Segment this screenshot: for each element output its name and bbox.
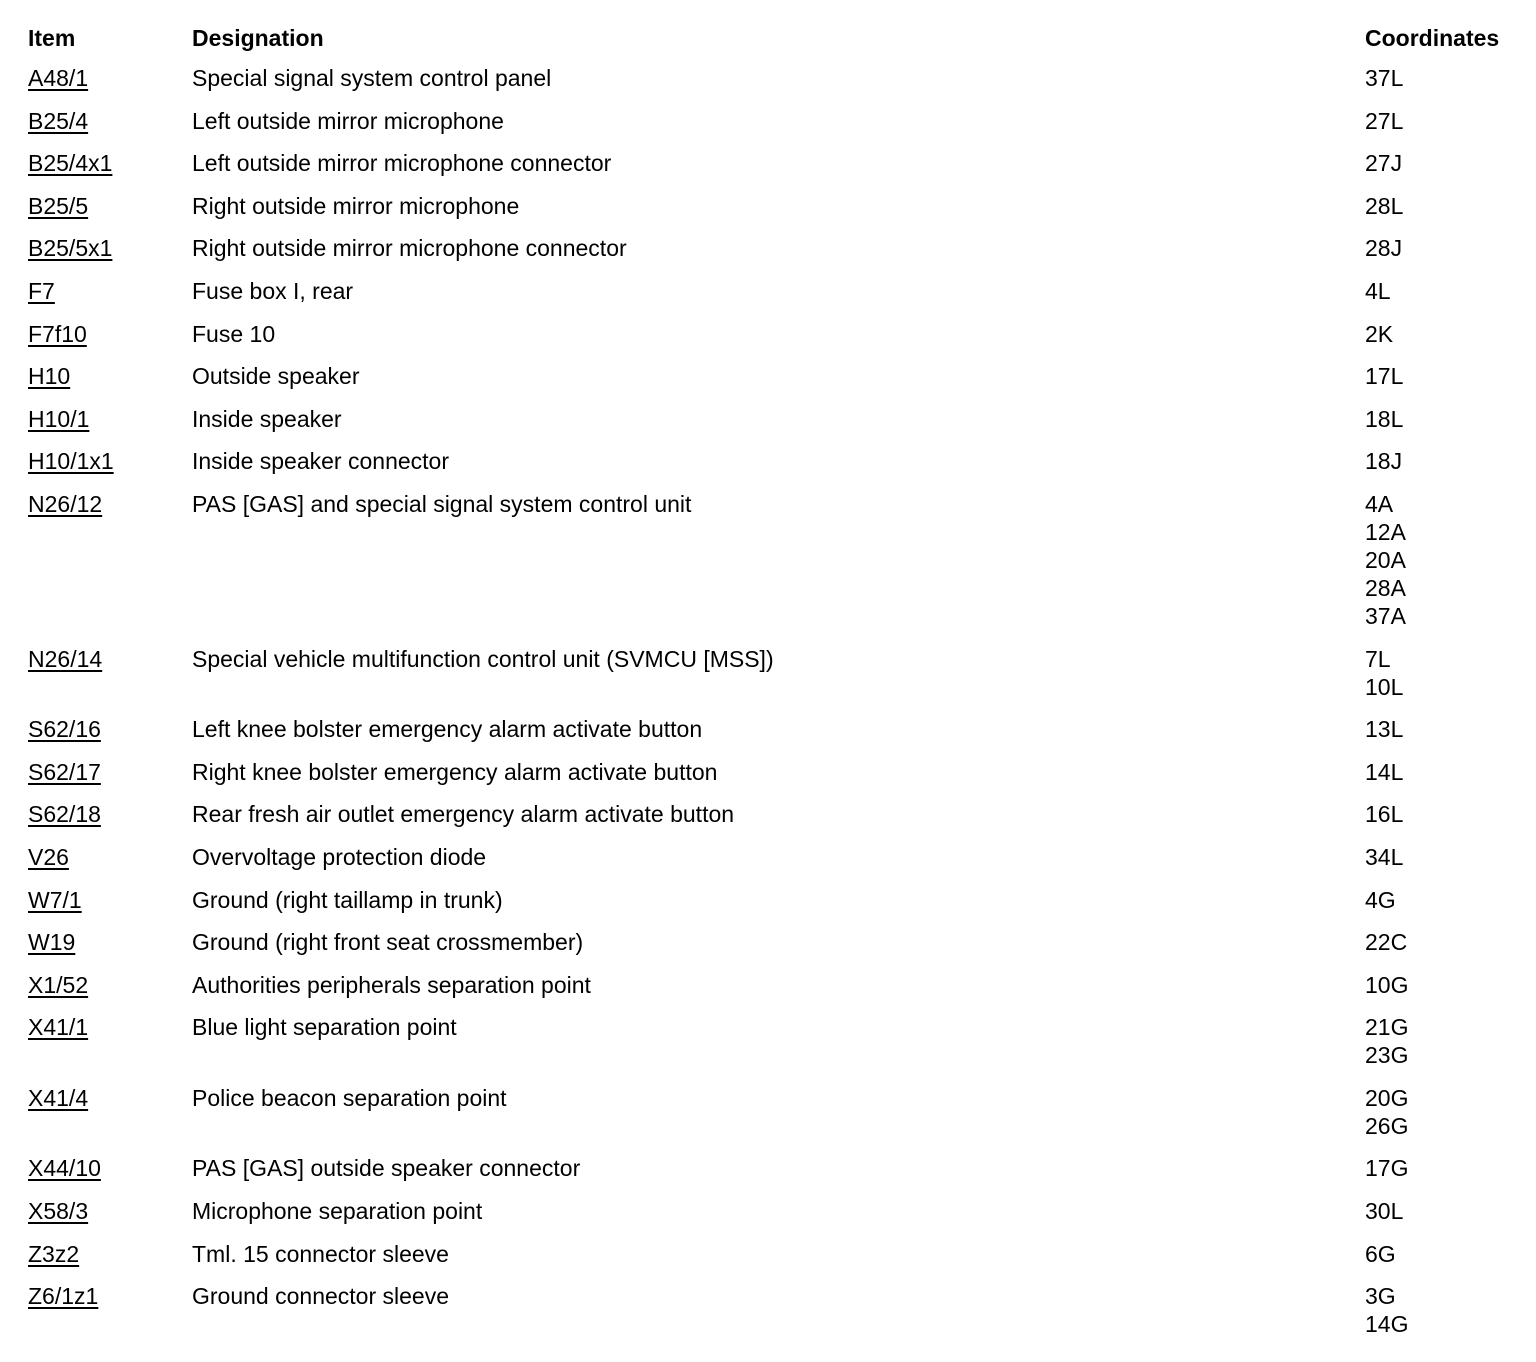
coordinate-value: 28J <box>1365 235 1403 262</box>
table-row <box>0 1240 1536 1268</box>
table-row <box>0 758 1536 786</box>
designation-cell: Tml. 15 connector sleeve <box>192 1240 449 1267</box>
column-header-designation: Designation <box>192 25 324 51</box>
table-row <box>0 234 1536 262</box>
coordinate-value: 6G <box>1365 1240 1396 1267</box>
coordinates-cell <box>1365 490 1406 630</box>
column-header-item: Item <box>28 25 76 51</box>
coordinate-value: 28A <box>1365 574 1406 601</box>
item-code-link[interactable]: X41/4 <box>28 1084 89 1111</box>
designation-cell: Ground (right taillamp in trunk) <box>192 886 503 913</box>
table-row <box>0 277 1536 305</box>
item-code-link[interactable]: H10 <box>28 363 71 390</box>
table-row <box>0 1282 1536 1338</box>
coordinate-value: 16L <box>1365 801 1404 828</box>
designation-cell: Microphone separation point <box>192 1198 483 1225</box>
coordinates-cell <box>1365 1013 1408 1069</box>
table-row <box>0 64 1536 92</box>
table-row <box>0 1154 1536 1182</box>
coordinate-value: 30L <box>1365 1198 1404 1225</box>
item-code-link[interactable]: X1/52 <box>28 971 89 998</box>
item-code-link[interactable]: F7f10 <box>28 320 87 347</box>
table-row <box>0 107 1536 135</box>
designation-cell: Outside speaker <box>192 363 360 390</box>
item-code-link[interactable]: V26 <box>28 843 69 870</box>
table-row <box>0 1013 1536 1069</box>
coordinates-cell <box>1365 405 1403 433</box>
item-code-cell <box>28 362 70 390</box>
table-row <box>0 886 1536 914</box>
coordinate-value: 18J <box>1365 448 1403 475</box>
coordinates-cell <box>1365 277 1391 305</box>
table-row <box>0 645 1536 701</box>
item-code-link[interactable]: N26/12 <box>28 490 103 517</box>
coordinates-cell <box>1365 971 1408 999</box>
item-code-link[interactable]: H10/1x1 <box>28 448 114 475</box>
item-code-cell <box>28 886 82 914</box>
item-code-link[interactable]: S62/17 <box>28 758 101 785</box>
item-code-cell <box>28 1154 101 1182</box>
item-code-cell <box>28 1197 88 1225</box>
designation-cell: Left knee bolster emergency alarm activate button <box>192 716 703 743</box>
designation-cell: Authorities peripherals separation point <box>192 971 591 998</box>
coordinate-value: 27J <box>1365 150 1403 177</box>
coordinate-value: 4A <box>1365 490 1394 517</box>
coordinates-cell <box>1365 447 1402 475</box>
coordinates-cell <box>1365 886 1396 914</box>
coordinate-value: 37A <box>1365 602 1406 629</box>
coordinates-cell <box>1365 843 1403 871</box>
item-code-link[interactable]: Z3z2 <box>28 1240 80 1267</box>
coordinate-value: 14G <box>1365 1311 1409 1338</box>
coordinate-value: 7L <box>1365 645 1391 672</box>
coordinates-cell <box>1365 362 1403 390</box>
coordinates-cell <box>1365 928 1407 956</box>
designation-cell: PAS [GAS] outside speaker connector <box>192 1155 581 1182</box>
item-code-cell <box>28 1240 79 1268</box>
coordinates-cell <box>1365 1154 1408 1182</box>
coordinates-cell <box>1365 1084 1408 1140</box>
item-code-link[interactable]: S62/18 <box>28 801 101 828</box>
designation-cell: Right outside mirror microphone connector <box>192 235 627 262</box>
coordinate-value: 10G <box>1365 971 1409 998</box>
item-code-link[interactable]: B25/4 <box>28 107 89 134</box>
table-row <box>0 362 1536 390</box>
designation-cell: Special vehicle multifunction control unit (SVMCU [MSS]) <box>192 645 774 672</box>
item-code-cell <box>28 490 102 518</box>
item-code-cell <box>28 149 112 177</box>
item-code-link[interactable]: B25/5 <box>28 192 89 219</box>
coordinates-cell <box>1365 800 1403 828</box>
coordinate-value: 34L <box>1365 843 1404 870</box>
designation-cell: Ground (right front seat crossmember) <box>192 929 584 956</box>
designation-cell: Police beacon separation point <box>192 1084 507 1111</box>
designation-cell: Blue light separation point <box>192 1014 457 1041</box>
designation-cell: Fuse box I, rear <box>192 277 354 304</box>
item-code-cell <box>28 107 88 135</box>
coordinates-cell <box>1365 1240 1396 1268</box>
item-code-cell <box>28 405 89 433</box>
table-row <box>0 1084 1536 1140</box>
designation-cell: Rear fresh air outlet emergency alarm activate button <box>192 801 735 828</box>
coordinate-value: 12A <box>1365 518 1406 545</box>
column-header-coordinates: Coordinates <box>1365 25 1500 51</box>
item-code-cell <box>28 800 101 828</box>
coordinate-value: 28L <box>1365 192 1404 219</box>
table-row <box>0 320 1536 348</box>
designation-cell: Right knee bolster emergency alarm activate button <box>192 758 718 785</box>
item-code-cell <box>28 447 114 475</box>
item-code-cell <box>28 1282 98 1310</box>
coordinate-value: 26G <box>1365 1112 1409 1139</box>
designation-cell: Right outside mirror microphone <box>192 192 520 219</box>
coordinate-value: 17G <box>1365 1155 1409 1182</box>
legend-rows <box>0 64 1536 1353</box>
coordinate-value: 10L <box>1365 673 1404 700</box>
table-row <box>0 149 1536 177</box>
coordinate-value: 22C <box>1365 929 1408 956</box>
coordinate-value: 4G <box>1365 886 1396 913</box>
coordinates-cell <box>1365 645 1403 701</box>
coordinate-value: 2K <box>1365 320 1394 347</box>
item-code-cell <box>28 320 87 348</box>
table-row <box>0 405 1536 433</box>
item-code-cell <box>28 64 88 92</box>
coordinate-value: 27L <box>1365 107 1404 134</box>
coordinates-cell <box>1365 758 1403 786</box>
item-code-link[interactable]: F7 <box>28 277 55 304</box>
item-code-link[interactable]: B25/5x1 <box>28 235 113 262</box>
designation-cell: Left outside mirror microphone connector <box>192 150 612 177</box>
item-code-cell <box>28 192 88 220</box>
item-code-link[interactable]: X44/10 <box>28 1155 101 1182</box>
table-row <box>0 800 1536 828</box>
coordinates-cell <box>1365 192 1403 220</box>
coordinates-cell <box>1365 149 1402 177</box>
coordinate-value: 3G <box>1365 1283 1396 1310</box>
coordinate-value: 14L <box>1365 758 1404 785</box>
item-code-cell <box>28 645 102 673</box>
item-code-link[interactable]: S62/16 <box>28 716 101 743</box>
item-code-cell <box>28 843 69 871</box>
item-code-link[interactable]: B25/4x1 <box>28 150 113 177</box>
item-code-cell <box>28 1013 88 1041</box>
item-code-link[interactable]: W7/1 <box>28 886 82 913</box>
designation-cell: Overvoltage protection diode <box>192 843 487 870</box>
table-row <box>0 490 1536 630</box>
designation-cell: Inside speaker connector <box>192 448 449 475</box>
coordinate-value: 17L <box>1365 363 1404 390</box>
coordinate-value: 23G <box>1365 1042 1409 1069</box>
item-code-cell <box>28 928 75 956</box>
designation-cell: Special signal system control panel <box>192 65 552 91</box>
coordinates-cell <box>1365 1282 1408 1338</box>
coordinates-cell <box>1365 64 1403 92</box>
designation-cell: Inside speaker <box>192 405 342 432</box>
coordinate-value: 4L <box>1365 277 1391 304</box>
designation-cell: Fuse 10 <box>192 320 276 347</box>
item-code-link[interactable]: X41/1 <box>28 1014 89 1041</box>
table-row <box>0 715 1536 743</box>
item-code-cell <box>28 1084 88 1112</box>
item-code-link[interactable]: A48/1 <box>28 65 89 91</box>
table-row <box>0 192 1536 220</box>
item-code-link[interactable]: W19 <box>28 929 76 956</box>
table-row <box>0 843 1536 871</box>
coordinates-cell <box>1365 320 1393 348</box>
coordinates-cell <box>1365 715 1403 743</box>
item-code-link[interactable]: N26/14 <box>28 645 103 672</box>
item-code-link[interactable]: H10/1 <box>28 405 90 432</box>
item-code-cell <box>28 715 101 743</box>
item-code-cell <box>28 234 112 262</box>
table-row <box>0 928 1536 956</box>
designation-cell: Left outside mirror microphone <box>192 107 504 134</box>
table-row <box>0 447 1536 475</box>
designation-cell: Ground connector sleeve <box>192 1283 449 1310</box>
item-code-cell <box>28 277 55 305</box>
item-code-link[interactable]: Z6/1z1 <box>28 1283 99 1310</box>
coordinates-cell <box>1365 1197 1403 1225</box>
coordinate-value: 21G <box>1365 1014 1409 1041</box>
coordinate-value: 20A <box>1365 546 1406 573</box>
coordinates-cell <box>1365 234 1402 262</box>
coordinate-value: 18L <box>1365 405 1404 432</box>
table-row <box>0 1197 1536 1225</box>
designation-cell: PAS [GAS] and special signal system control unit <box>192 490 692 517</box>
coordinate-value: 20G <box>1365 1084 1409 1111</box>
coordinate-value: 13L <box>1365 716 1404 743</box>
item-code-cell <box>28 971 88 999</box>
coordinate-value: 37L <box>1365 65 1404 91</box>
item-code-link[interactable]: X58/3 <box>28 1198 89 1225</box>
item-code-cell <box>28 758 101 786</box>
table-row <box>0 971 1536 999</box>
coordinates-cell <box>1365 107 1403 135</box>
